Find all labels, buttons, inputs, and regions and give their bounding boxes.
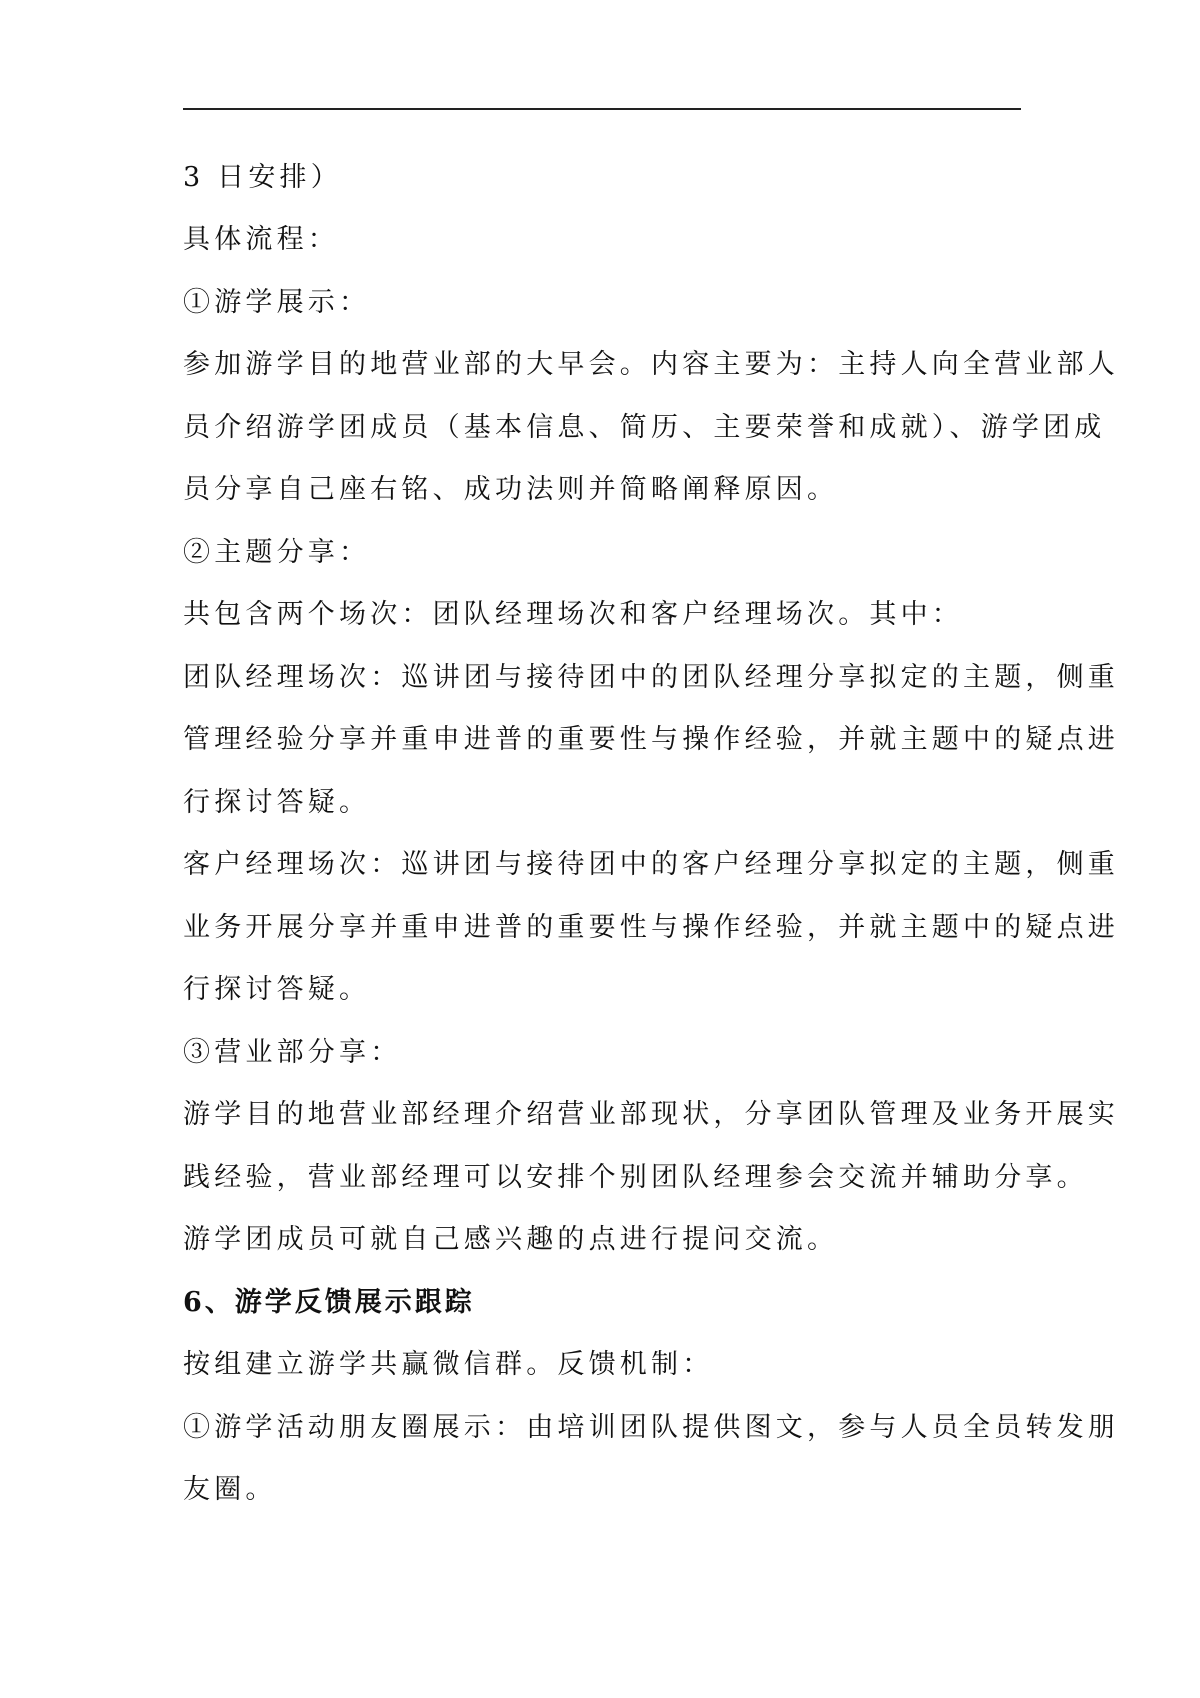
text-line: 员介绍游学团成员（基本信息、简历、主要荣誉和成就）、游学团成	[183, 412, 1106, 443]
text-line: 业务开展分享并重申进普的重要性与操作经验，并就主题中的疑点进	[183, 912, 1119, 943]
text-line: 行探讨答疑。	[183, 787, 371, 818]
text-line: 团队经理场次：巡讲团与接待团中的团队经理分享拟定的主题，侧重	[183, 662, 1119, 693]
text-line: 友圈。	[183, 1474, 277, 1505]
text-line: 行探讨答疑。	[183, 974, 371, 1005]
header-rule	[183, 108, 1021, 110]
text-line: 参加游学目的地营业部的大早会。内容主要为：主持人向全营业部人	[183, 349, 1119, 380]
text-line: 践经验，营业部经理可以安排个别团队经理参会交流并辅助分享。	[183, 1162, 1088, 1193]
text-line: 按组建立游学共赢微信群。反馈机制：	[183, 1349, 714, 1380]
section-heading: 6、游学反馈展示跟踪	[183, 1287, 475, 1318]
text-line: 游学目的地营业部经理介绍营业部现状，分享团队管理及业务开展实	[183, 1099, 1119, 1130]
text-line: ③营业部分享：	[183, 1037, 402, 1068]
text-line: ①游学展示：	[183, 287, 371, 318]
text-line: 客户经理场次：巡讲团与接待团中的客户经理分享拟定的主题，侧重	[183, 849, 1119, 880]
text-line: ②主题分享：	[183, 537, 371, 568]
text-line: 管理经验分享并重申进普的重要性与操作经验，并就主题中的疑点进	[183, 724, 1119, 755]
text-line: 具体流程：	[183, 224, 339, 255]
text-line: 员分享自己座右铭、成功法则并简略阐释原因。	[183, 474, 839, 505]
text-line: 游学团成员可就自己感兴趣的点进行提问交流。	[183, 1224, 839, 1255]
text-line: 3 日安排）	[183, 162, 342, 193]
text-line: 共包含两个场次：团队经理场次和客户经理场次。其中：	[183, 599, 963, 630]
text-line: ①游学活动朋友圈展示：由培训团队提供图文，参与人员全员转发朋	[183, 1412, 1119, 1443]
